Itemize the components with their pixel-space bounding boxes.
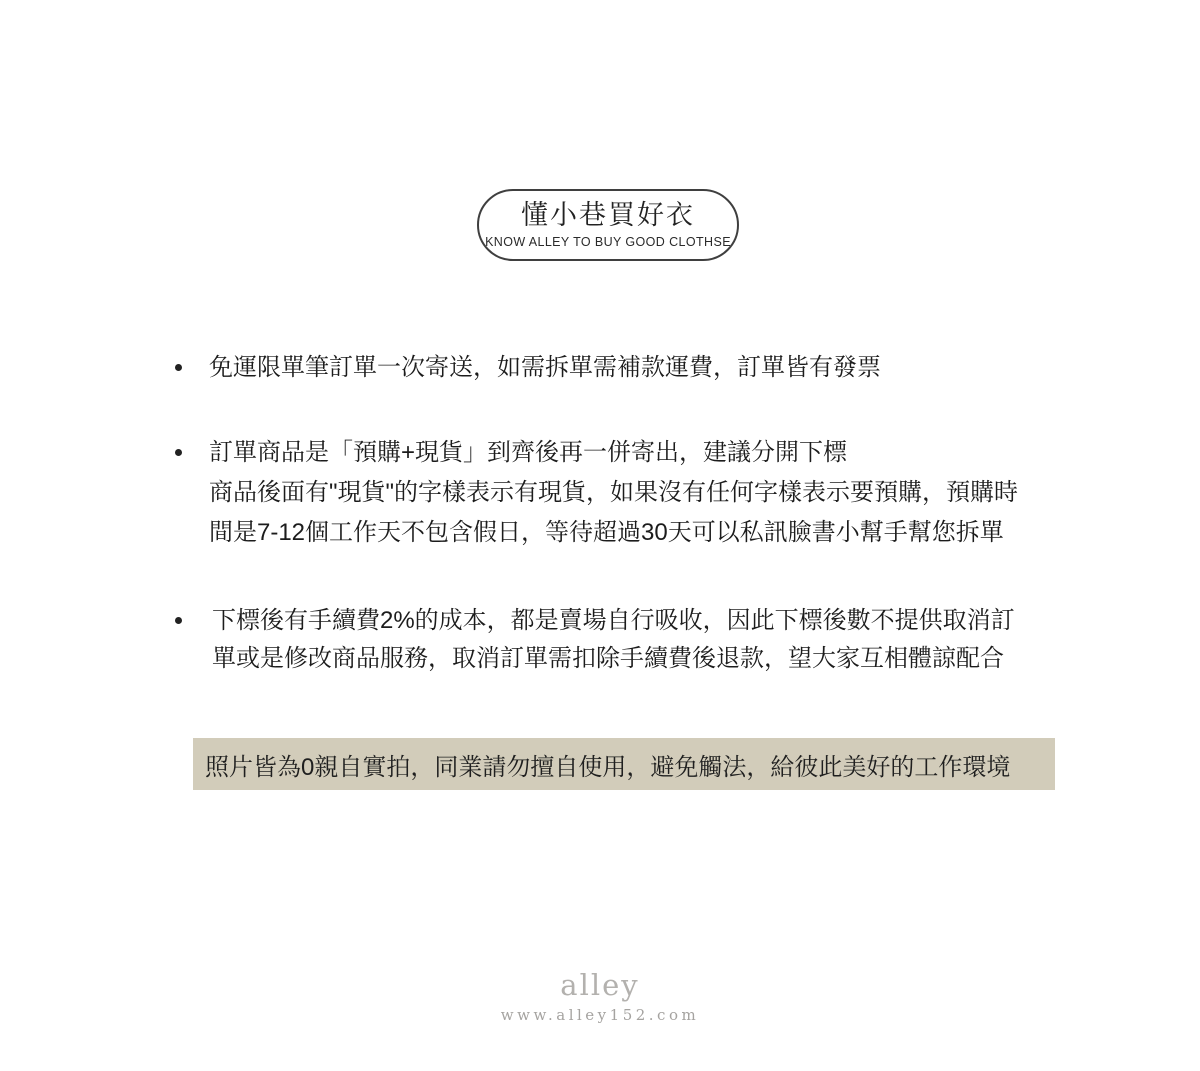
policy-line: 商品後面有"現貨"的字樣表示有現貨，如果沒有任何字樣表示要預購，預購時 [209, 479, 1019, 506]
badge-subtitle: KNOW ALLEY TO BUY GOOD CLOTHSE [485, 235, 731, 250]
policy-line: 間是7-12個工作天不包含假日，等待超過30天可以私訊臉書小幫手幫您拆單 [209, 519, 1004, 546]
policy-bullet-preorder [0, 433, 1200, 553]
badge-title: 懂小巷買好衣 [521, 199, 695, 230]
bullet-dot-icon [175, 617, 182, 624]
notice-bar [193, 738, 1055, 790]
brand-logo: alley [560, 968, 640, 1002]
policy-line: 免運限單筆訂單一次寄送，如需拆單需補款運費，訂單皆有發票 [209, 354, 881, 381]
policy-line: 訂單商品是「預購+現貨」到齊後再一併寄出，建議分開下標 [209, 439, 848, 466]
website-url: www.alley152.com [500, 1006, 700, 1024]
policy-line: 下標後有手續費2%的成本，都是賣場自行吸收，因此下標後數不提供取消訂 [212, 607, 1015, 634]
brand-badge [477, 189, 739, 261]
bullet-dot-icon [175, 364, 182, 371]
policy-bullet-shipping [0, 347, 1200, 389]
footer [0, 968, 1200, 1024]
policy-bullet-fees [0, 602, 1200, 678]
policy-line: 單或是修改商品服務，取消訂單需扣除手續費後退款，望大家互相體諒配合 [212, 645, 1004, 672]
notice-text: 照片皆為0親自實拍，同業請勿擅自使用，避免觸法，給彼此美好的工作環境 [205, 753, 1011, 781]
bullet-dot-icon [175, 449, 182, 456]
